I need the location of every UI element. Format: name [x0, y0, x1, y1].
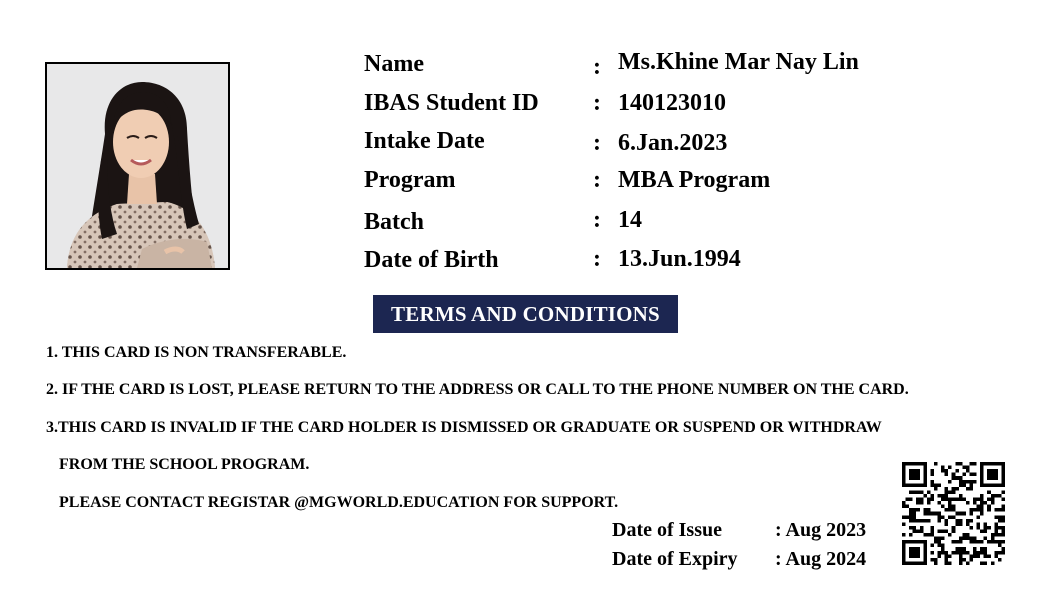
term-2: 2. IF THE CARD IS LOST, PLEASE RETURN TO THE ADDRESS OR CALL TO THE PHONE NUMBER ON THE CARD.	[46, 381, 909, 398]
term-1: 1. THIS CARD IS NON TRANSFERABLE.	[46, 344, 347, 361]
student-id-value: 140123010	[618, 90, 726, 116]
expiry-date-value: : Aug 2024	[775, 548, 867, 570]
expiry-date-label: Date of Expiry	[612, 548, 738, 570]
intake-date-value: 6.Jan.2023	[618, 130, 728, 156]
intake-date-colon: :	[593, 130, 601, 156]
student-portrait-image	[47, 64, 228, 268]
student-photo	[45, 62, 230, 270]
date-of-birth-label: Date of Birth	[364, 247, 499, 273]
student-id-label: IBAS Student ID	[364, 90, 539, 116]
issue-date-label: Date of Issue	[612, 519, 722, 541]
program-value: MBA Program	[618, 167, 771, 193]
issue-date-value: : Aug 2023	[775, 519, 867, 541]
term-3-continued: FROM THE SCHOOL PROGRAM.	[59, 456, 310, 473]
date-of-birth-colon: :	[593, 246, 601, 272]
batch-colon: :	[593, 207, 601, 233]
qr-code-icon	[902, 462, 1005, 565]
date-of-birth-value: 13.Jun.1994	[618, 246, 741, 272]
qr-code	[902, 462, 1005, 565]
term-3: 3.THIS CARD IS INVALID IF THE CARD HOLDER IS DISMISSED OR GRADUATE OR SUSPEND OR WITHDRAW	[46, 419, 882, 436]
name-value: Ms.Khine Mar Nay Lin	[618, 49, 859, 75]
support-note: PLEASE CONTACT REGISTAR @MGWORLD.EDUCATION FOR SUPPORT.	[59, 494, 619, 511]
batch-value: 14	[618, 207, 642, 233]
terms-heading: TERMS AND CONDITIONS	[373, 295, 678, 333]
student-id-colon: :	[593, 90, 601, 116]
batch-label: Batch	[364, 209, 424, 235]
name-colon: :	[593, 54, 601, 80]
program-colon: :	[593, 167, 601, 193]
name-label: Name	[364, 51, 424, 77]
intake-date-label: Intake Date	[364, 128, 485, 154]
program-label: Program	[364, 167, 456, 193]
